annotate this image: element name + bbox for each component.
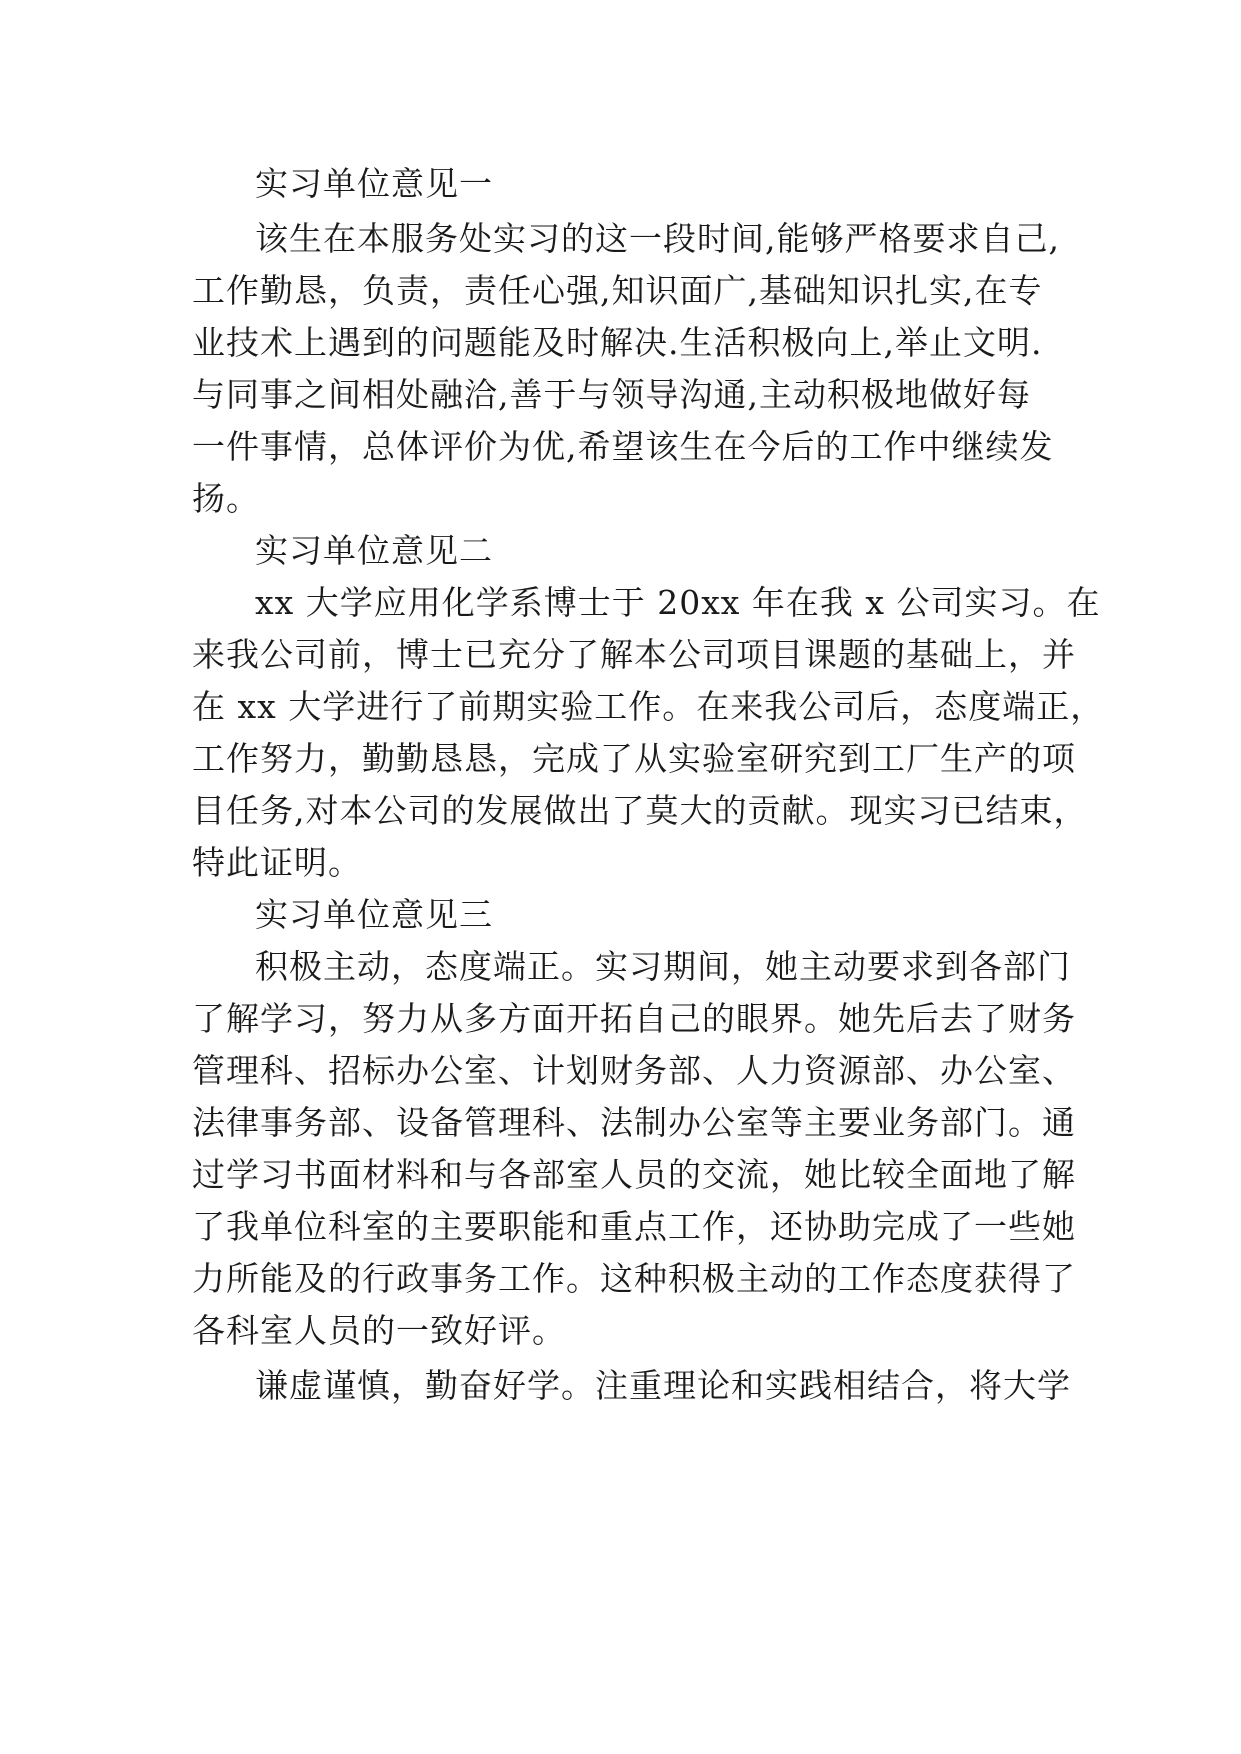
paragraph-line: 工作勤恳，负责，责任心强,知识面广,基础知识扎实,在专: [192, 271, 1043, 310]
section-heading-3: 实习单位意见三: [255, 895, 493, 934]
paragraph-line: 在 xx 大学进行了前期实验工作。在来我公司后，态度端正，: [192, 687, 1105, 726]
paragraph-line: 了我单位科室的主要职能和重点工作，还协助完成了一些她: [192, 1207, 1076, 1246]
paragraph-line: 积极主动，态度端正。实习期间，她主动要求到各部门: [255, 947, 1071, 986]
paragraph-line: 与同事之间相处融洽,善于与领导沟通,主动积极地做好每: [192, 375, 1031, 414]
paragraph-line: 该生在本服务处实习的这一段时间,能够严格要求自己,: [255, 219, 1060, 258]
paragraph-line: 业技术上遇到的问题能及时解决.生活积极向上,举止文明.: [192, 323, 1043, 362]
section-heading-1: 实习单位意见一: [255, 164, 493, 203]
paragraph-line: 目任务,对本公司的发展做出了莫大的贡献。现实习已结束，: [192, 791, 1088, 830]
paragraph-line: 了解学习，努力从多方面开拓自己的眼界。她先后去了财务: [192, 999, 1076, 1038]
paragraph-line: xx 大学应用化学系博士于 20xx 年在我 x 公司实习。在: [255, 583, 1101, 622]
paragraph-line: 扬。: [192, 479, 260, 518]
paragraph-line: 各科室人员的一致好评。: [192, 1311, 566, 1350]
paragraph-line: 管理科、招标办公室、计划财务部、人力资源部、办公室、: [192, 1051, 1076, 1090]
paragraph-line: 来我公司前，博士已充分了解本公司项目课题的基础上，并: [192, 635, 1076, 674]
paragraph-line: 法律事务部、设备管理科、法制办公室等主要业务部门。通: [192, 1103, 1076, 1142]
paragraph-line: 特此证明。: [192, 843, 362, 882]
paragraph-line: 力所能及的行政事务工作。这种积极主动的工作态度获得了: [192, 1259, 1076, 1298]
section-heading-2: 实习单位意见二: [255, 531, 493, 570]
paragraph-line: 一件事情，总体评价为优,希望该生在今后的工作中继续发: [192, 427, 1054, 466]
paragraph-line: 谦虚谨慎，勤奋好学。注重理论和实践相结合，将大学: [255, 1366, 1071, 1405]
paragraph-line: 工作努力，勤勤恳恳，完成了从实验室研究到工厂生产的项: [192, 739, 1076, 778]
paragraph-line: 过学习书面材料和与各部室人员的交流，她比较全面地了解: [192, 1155, 1076, 1194]
